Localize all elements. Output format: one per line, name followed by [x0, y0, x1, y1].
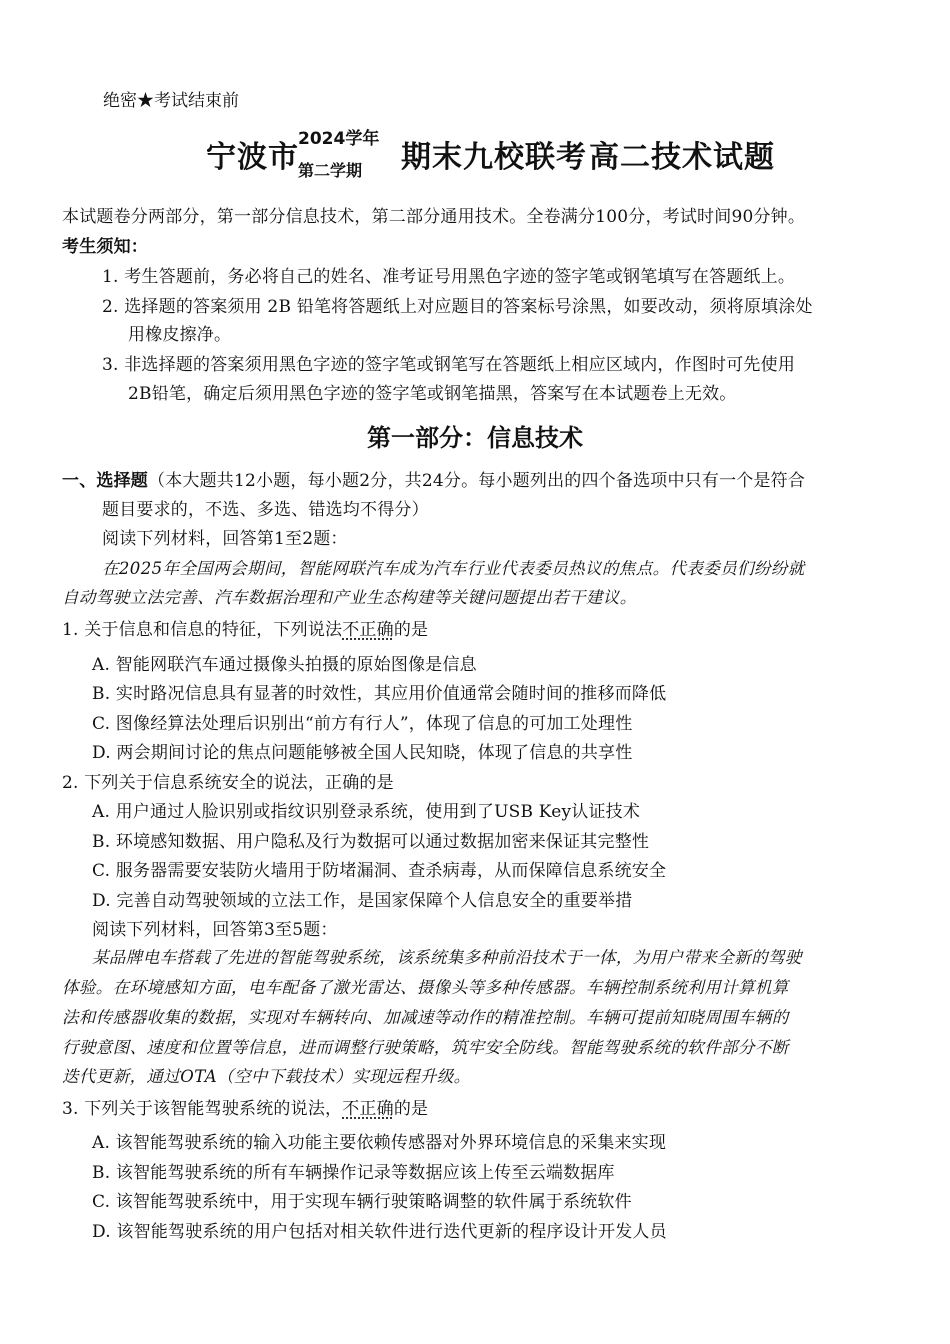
question-2-option-c: C. 服务器需要安装防火墙用于防堵漏洞、查杀病毒，从而保障信息系统安全	[92, 861, 667, 881]
title-subject: 高二技术试题	[589, 140, 775, 175]
read-instruction-2: 阅读下列材料，回答第3至5题：	[92, 920, 338, 940]
title-exam: 期末九校联考	[401, 140, 587, 175]
passage-2-line: 体验。在环境感知方面，电车配备了激光雷达、摄像头等多种传感器。车辆控制系统利用计算机算	[62, 978, 789, 997]
question-1-option-b: B. 实时路况信息具有显著的时效性，其应用价值通常会随时间的推移而降低	[92, 684, 667, 704]
title-semester: 第二学期	[298, 161, 363, 180]
passage-2-line: 某品牌电车搭载了先进的智能驾驶系统，该系统集多种前沿技术于一体，为用户带来全新的驾驶	[92, 948, 802, 967]
section-label: 一、选择题	[62, 471, 148, 491]
notice-item: 3. 非选择题的答案须用黑色字迹的签字笔或钢笔写在答题纸上相应区域内，作图时可先使用	[102, 355, 796, 375]
notice-item: 2B铅笔，确定后须用黑色字迹的签字笔或钢笔描黑，答案写在本试题卷上无效。	[128, 384, 737, 404]
read-instruction-1: 阅读下列材料，回答第1至2题：	[102, 529, 348, 549]
question-2-option-b: B. 环境感知数据、用户隐私及行为数据可以通过数据加密来保证其完整性	[92, 832, 650, 852]
section-heading	[62, 466, 805, 491]
question-1-option-c: C. 图像经算法处理后识别出“前方有行人”，体现了信息的可加工处理性	[92, 714, 633, 734]
question-2-stem: 2. 下列关于信息系统安全的说法，正确的是	[62, 773, 394, 793]
intro-line: 本试题卷分两部分，第一部分信息技术，第二部分通用技术。全卷满分100分，考试时间90分钟。	[62, 207, 806, 227]
title-year: 2024学年	[298, 129, 380, 149]
question-1-option-a: A. 智能网联汽车通过摄像头拍摄的原始图像是信息	[92, 655, 477, 675]
question-1-option-d: D. 两会期间讨论的焦点问题能够被全国人民知晓，体现了信息的共享性	[92, 743, 633, 763]
question-3-option-b: B. 该智能驾驶系统的所有车辆操作记录等数据应该上传至云端数据库	[92, 1163, 615, 1183]
passage-1-line: 自动驾驶立法完善、汽车数据治理和产业生态构建等关键问题提出若干建议。	[62, 588, 637, 607]
question-2-option-d: D. 完善自动驾驶领域的立法工作，是国家保障个人信息安全的重要举措	[92, 891, 633, 911]
emphasis-not-correct: 不正确	[342, 620, 394, 640]
passage-1-line: 在2025年全国两会期间，智能网联汽车成为汽车行业代表委员热议的焦点。代表委员们纷纷就	[102, 559, 805, 578]
passage-2-line: 行驶意图、速度和位置等信息，进而调整行驶策略，筑牢安全防线。智能驾驶系统的软件部分不断	[62, 1038, 789, 1057]
question-3-option-d: D. 该智能驾驶系统的用户包括对相关软件进行迭代更新的程序设计开发人员	[92, 1222, 667, 1242]
section-desc-2: 题目要求的，不选、多选、错选均不得分）	[102, 500, 429, 520]
notice-item: 1. 考生答题前，务必将自己的姓名、准考证号用黑色字迹的签字笔或钢笔填写在答题纸上。	[102, 267, 796, 287]
passage-2-line: 法和传感器收集的数据，实现对车辆转向、加减速等动作的精准控制。车辆可提前知晓周围车辆的	[62, 1008, 789, 1027]
section-desc: （本大题共12小题，每小题2分，共24分。每小题列出的四个备选项中只有一个是符合	[148, 471, 806, 491]
question-3-option-a: A. 该智能驾驶系统的输入功能主要依赖传感器对外界环境信息的采集来实现	[92, 1133, 667, 1153]
question-3-stem: 3. 下列关于该智能驾驶系统的说法，不正确的是	[62, 1099, 429, 1119]
part1-title: 第一部分：信息技术	[367, 424, 583, 452]
question-3-option-c: C. 该智能驾驶系统中，用于实现车辆行驶策略调整的软件属于系统软件	[92, 1192, 632, 1212]
question-2-option-a: A. 用户通过人脸识别或指纹识别登录系统，使用到了USB Key认证技术	[92, 802, 641, 822]
notice-item: 2. 选择题的答案须用 2B 铅笔将答题纸上对应题目的答案标号涂黑，如要改动，须将原填涂处	[102, 297, 813, 317]
emphasis-not-correct: 不正确	[342, 1099, 394, 1119]
confidential-label: 绝密★考试结束前	[103, 91, 239, 111]
notice-heading: 考生须知：	[62, 237, 148, 257]
exam-title	[206, 118, 806, 180]
question-1-stem: 1. 关于信息和信息的特征，下列说法不正确的是	[62, 620, 429, 640]
title-city: 宁波市	[206, 140, 299, 175]
passage-2-line: 迭代更新，通过OTA（空中下载技术）实现远程升级。	[62, 1067, 471, 1086]
notice-item: 用橡皮擦净。	[128, 325, 232, 345]
